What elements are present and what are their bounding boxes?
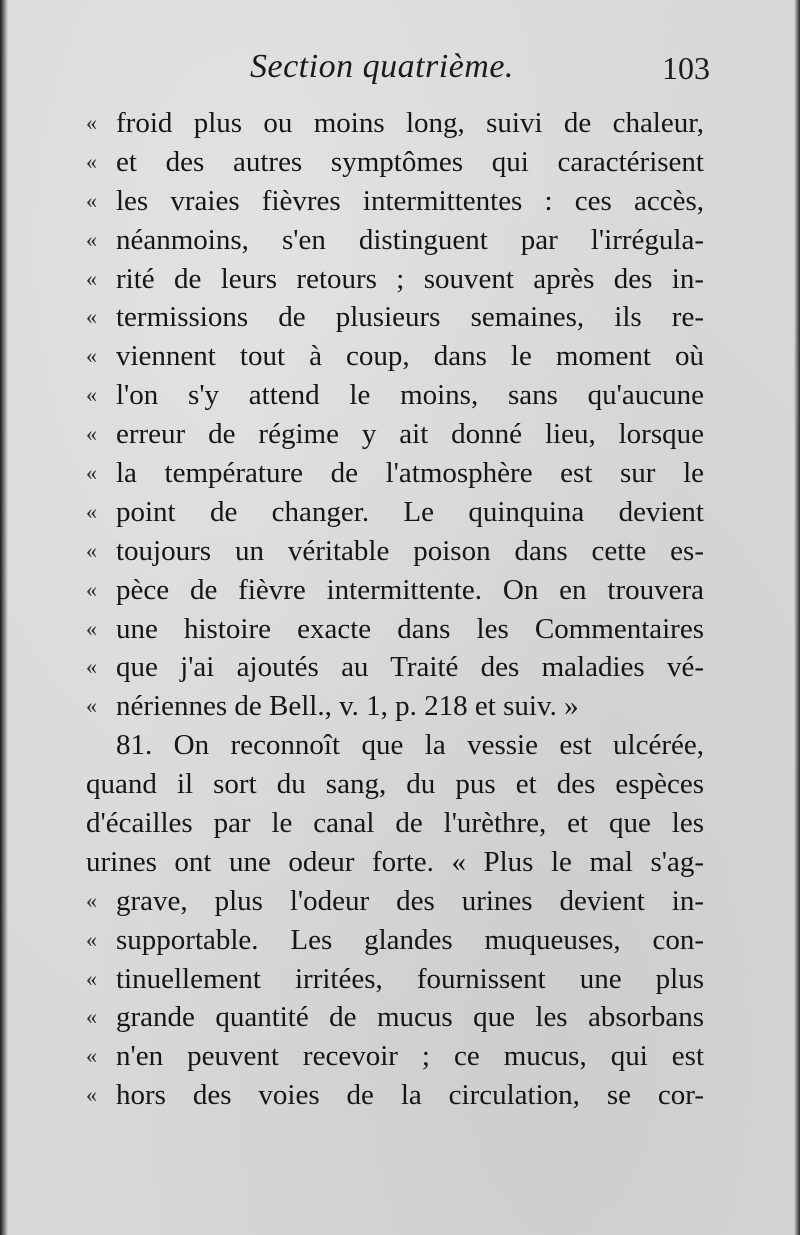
line-text: n'en peuvent recevoir ; ce mucus, qui est (116, 1040, 704, 1073)
quote-mark: « (86, 110, 97, 135)
line-text: que j'ai ajoutés au Traité des maladies vé- (116, 651, 704, 684)
line-text: pèce de fièvre intermittente. On en trouvera (116, 573, 704, 606)
line-text: grande quantité de mucus que les absorbans (116, 1001, 704, 1034)
text-line (86, 648, 704, 687)
quote-mark: « (86, 537, 97, 563)
paragraph-start-line (86, 726, 704, 765)
text-line (86, 415, 704, 454)
quote-mark: « (86, 265, 97, 291)
text-line (86, 1037, 704, 1076)
line-text: froid plus ou moins long, suivi de chaleur, (116, 107, 704, 139)
quote-mark: « (86, 382, 97, 408)
text-line (86, 960, 704, 999)
page-number: 103 (662, 50, 710, 86)
text-line (86, 337, 704, 376)
quote-mark: « (86, 926, 97, 952)
text-line (86, 298, 704, 337)
running-title: Section quatrième. (250, 48, 514, 85)
quote-mark: « (86, 965, 97, 991)
text-line (86, 1076, 704, 1115)
line-text: 81. On reconnoît que la vessie est ulcérée, (116, 729, 704, 762)
quote-mark: « (86, 226, 97, 252)
page-edge-shadow-left (0, 0, 8, 1235)
quote-mark: « (86, 148, 97, 174)
line-text: hors des voies de la circulation, se cor- (116, 1079, 704, 1112)
line-text: nériennes de Bell., v. 1, p. 218 et suiv. » (116, 690, 579, 723)
text-line (86, 260, 704, 299)
text-line (86, 454, 704, 493)
text-line (86, 804, 704, 843)
line-text: l'on s'y attend le moins, sans qu'aucune (116, 379, 704, 412)
quote-mark: « (86, 1082, 97, 1108)
text-line (86, 493, 704, 532)
text-line (86, 571, 704, 610)
line-text: grave, plus l'odeur des urines devient in- (116, 884, 704, 917)
text-line (86, 765, 704, 804)
line-text: rité de leurs retours ; souvent après des in- (116, 262, 704, 295)
quote-mark: « (86, 576, 97, 602)
line-text: toujours un véritable poison dans cette es- (116, 534, 704, 567)
line-text: termissions de plusieurs semaines, ils re- (116, 301, 704, 334)
line-text: urines ont une odeur forte. « Plus le mal s'ag- (86, 845, 704, 878)
text-line (86, 182, 704, 221)
quote-mark: « (86, 498, 97, 524)
body-text (86, 104, 704, 1115)
quote-mark: « (86, 654, 97, 680)
text-line (86, 143, 704, 182)
text-line (86, 921, 704, 960)
page-header (250, 48, 710, 98)
text-line (86, 104, 704, 143)
text-line (86, 532, 704, 571)
line-text: et des autres symptômes qui caractérisent (116, 145, 704, 178)
line-text: une histoire exacte dans les Commentaires (116, 612, 704, 645)
quote-mark: « (86, 304, 97, 330)
line-text: point de changer. Le quinquina devient (116, 495, 704, 528)
quote-mark: « (86, 343, 97, 369)
text-line (86, 376, 704, 415)
quote-mark: « (86, 187, 97, 213)
line-text: supportable. Les glandes muqueuses, con- (116, 923, 704, 956)
line-text: néanmoins, s'en distinguent par l'irrégula- (116, 223, 704, 256)
text-line (86, 843, 704, 882)
line-text: la température de l'atmosphère est sur le (116, 457, 704, 490)
text-line (86, 998, 704, 1037)
page-edge-shadow-right (794, 0, 800, 1235)
quote-mark: « (86, 460, 97, 486)
text-line (86, 882, 704, 921)
line-text: viennent tout à coup, dans le moment où (116, 340, 704, 373)
quote-mark: « (86, 1004, 97, 1030)
text-line (86, 221, 704, 260)
line-text: d'écailles par le canal de l'urèthre, et que les (86, 807, 704, 840)
line-text: erreur de régime y ait donné lieu, lorsque (116, 418, 704, 451)
text-line (86, 687, 704, 726)
quote-mark: « (86, 615, 97, 641)
quote-mark: « (86, 1043, 97, 1069)
text-line (86, 610, 704, 649)
line-text: quand il sort du sang, du pus et des espèces (86, 768, 704, 801)
quote-mark: « (86, 693, 97, 719)
quote-mark: « (86, 887, 97, 913)
line-text: les vraies fièvres intermittentes : ces accès, (116, 184, 704, 217)
quote-mark: « (86, 421, 97, 447)
line-text: tinuellement irritées, fournissent une plus (116, 962, 704, 995)
